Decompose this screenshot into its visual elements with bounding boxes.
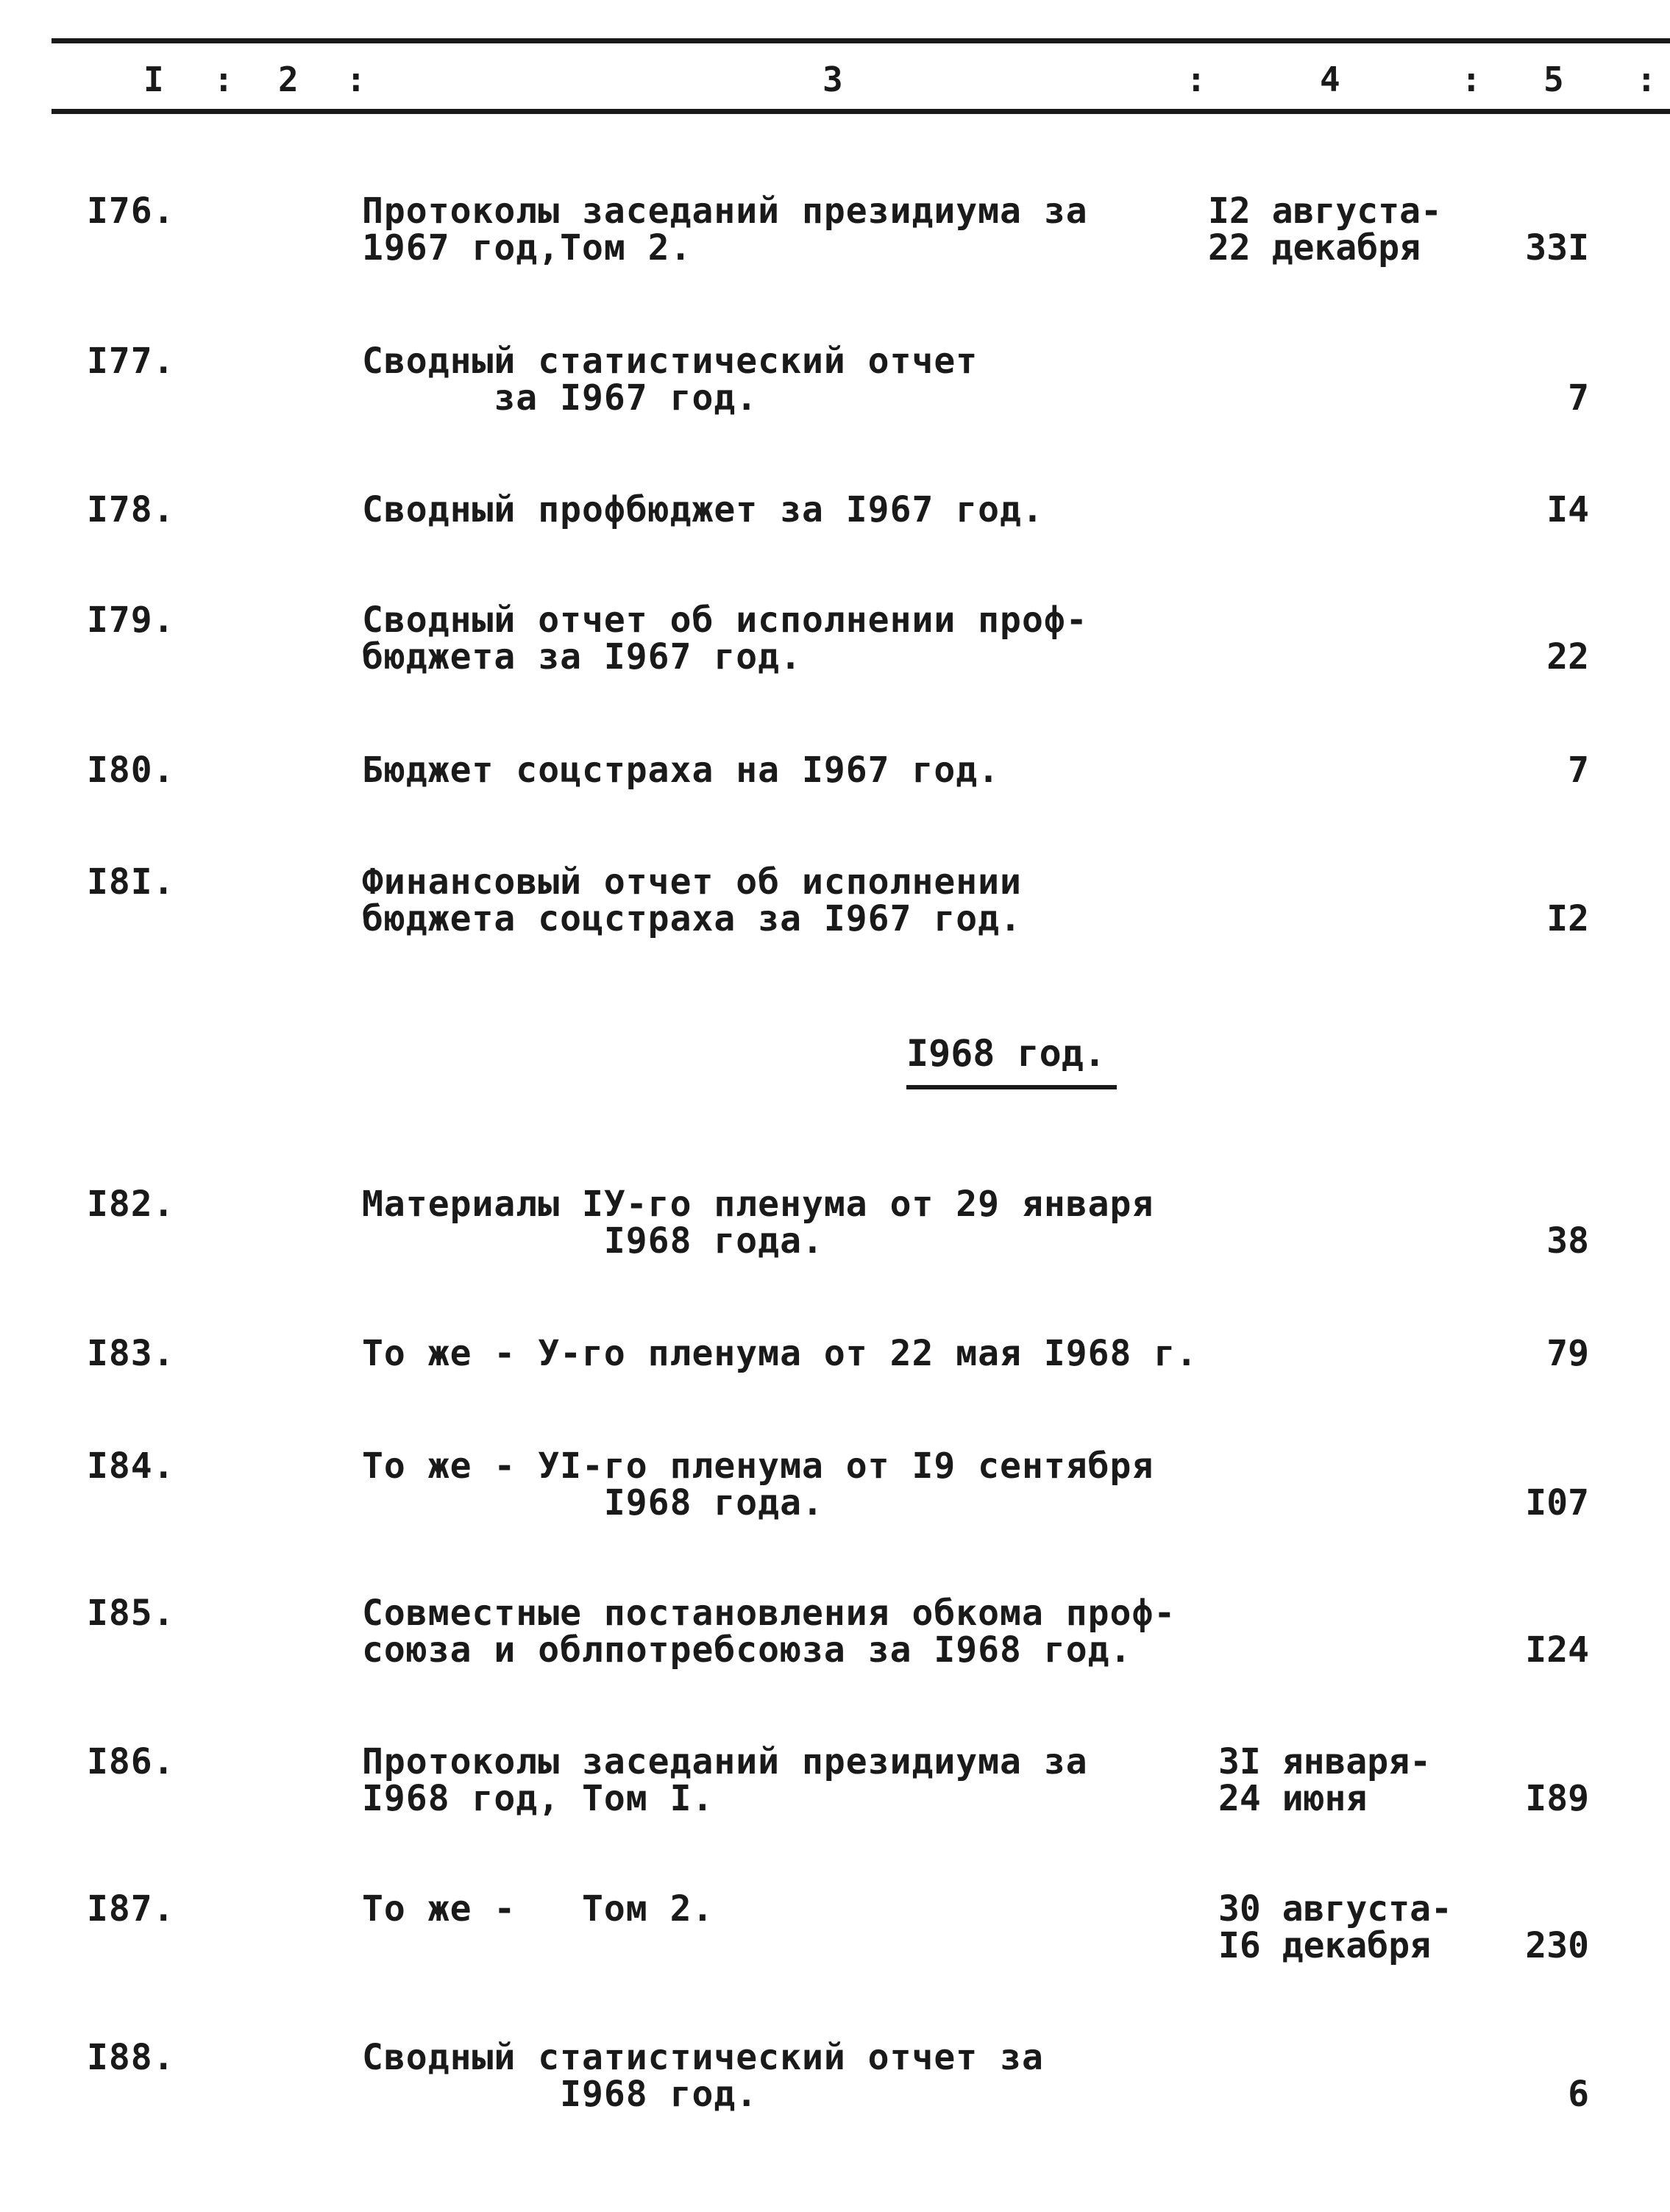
item-title: Протоколы заседаний президиума за I968 год, Том I. xyxy=(362,1741,1088,1819)
item-number: I85. xyxy=(87,1593,175,1634)
header-col-2: 2 xyxy=(278,60,299,99)
item-sheets: 7 xyxy=(1568,377,1589,419)
item-sheets: 7 xyxy=(1568,750,1589,791)
item-number: I86. xyxy=(87,1741,175,1782)
header-col-5: 5 xyxy=(1543,60,1564,99)
item-title: Материалы IУ-го пленума от 29 января I968 года. xyxy=(362,1184,1154,1262)
section-title-underline xyxy=(906,1085,1117,1089)
header-bottom-rule xyxy=(51,109,1670,114)
item-sheets: 38 xyxy=(1546,1220,1589,1262)
item-sheets: 230 xyxy=(1525,1925,1589,1966)
item-sheets: 33I xyxy=(1525,227,1589,269)
item-sheets: I89 xyxy=(1525,1778,1589,1819)
item-title: То же - У-го пленума от 22 мая I968 г. xyxy=(362,1333,1198,1374)
header-col-4: 4 xyxy=(1320,60,1340,99)
item-sheets: I2 xyxy=(1546,898,1589,939)
item-number: I84. xyxy=(87,1445,175,1487)
item-number: I87. xyxy=(87,1888,175,1930)
item-title: То же - Том 2. xyxy=(362,1888,714,1930)
item-sheets: 22 xyxy=(1546,636,1589,678)
item-dates: 30 августа- I6 декабря xyxy=(1218,1888,1452,1966)
header-sep-5: : xyxy=(1636,60,1657,99)
item-title: Сводный статистический отчет за I968 год. xyxy=(362,2037,1044,2115)
item-number: I80. xyxy=(87,750,175,791)
item-title: Сводный статистический отчет за I967 год. xyxy=(362,341,978,419)
header-top-rule xyxy=(51,38,1670,43)
item-number: I79. xyxy=(87,600,175,641)
item-sheets: 6 xyxy=(1568,2074,1589,2115)
item-number: I77. xyxy=(87,341,175,382)
header-sep-1: : xyxy=(213,60,234,99)
item-title: Финансовый отчет об исполнении бюджета соцстраха за I967 год. xyxy=(362,861,1022,939)
header-sep-3: : xyxy=(1186,60,1207,99)
item-number: I78. xyxy=(87,489,175,530)
item-number: I88. xyxy=(87,2037,175,2078)
header-col-1: I xyxy=(143,60,164,99)
item-title: Протоколы заседаний президиума за 1967 год,Том 2. xyxy=(362,191,1088,269)
item-sheets: I07 xyxy=(1525,1482,1589,1523)
item-sheets: I24 xyxy=(1525,1629,1589,1671)
item-title: Сводный отчет об исполнении проф- бюджета за I967 год. xyxy=(362,600,1088,678)
item-dates: I2 августа- 22 декабря xyxy=(1208,191,1442,269)
item-number: I82. xyxy=(87,1184,175,1225)
section-title: I968 год. xyxy=(906,1032,1106,1075)
item-number: I83. xyxy=(87,1333,175,1374)
item-number: I8I. xyxy=(87,861,175,903)
item-title: Бюджет соцстраха на I967 год. xyxy=(362,750,1001,791)
header-sep-4: : xyxy=(1461,60,1482,99)
item-sheets: 79 xyxy=(1546,1333,1589,1374)
header-col-3: 3 xyxy=(822,60,843,99)
item-title: Совместные постановления обкома проф- союза и облпотребсоюза за I968 год. xyxy=(362,1593,1176,1671)
header-sep-2: : xyxy=(346,60,366,99)
item-title: Сводный профбюджет за I967 год. xyxy=(362,489,1044,530)
item-title: То же - УI-го пленума от I9 сентября I968 года. xyxy=(362,1445,1154,1523)
item-number: I76. xyxy=(87,191,175,232)
item-dates: 3I января- 24 июня xyxy=(1218,1741,1431,1819)
item-sheets: I4 xyxy=(1546,489,1589,530)
